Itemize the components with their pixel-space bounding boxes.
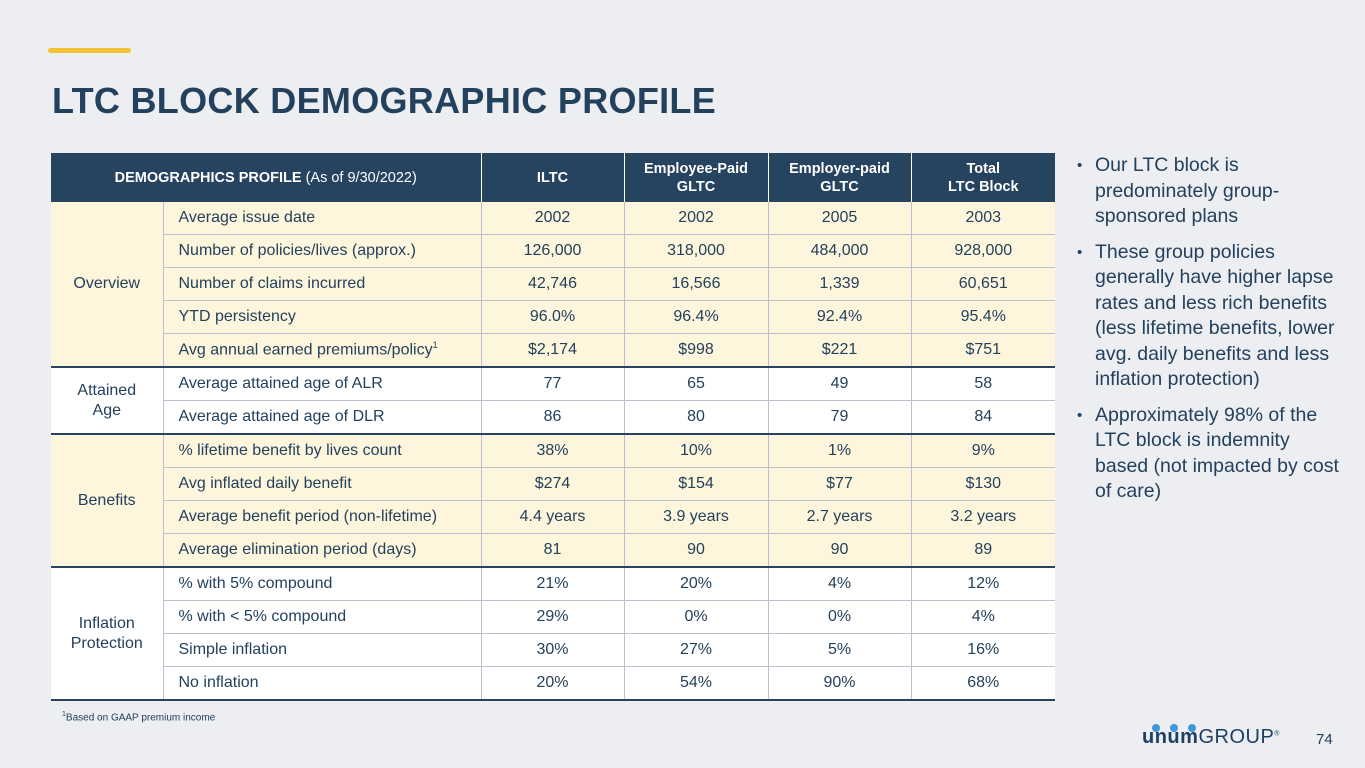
footnote: $^1$Based on GAAP premium income <box>62 711 216 724</box>
row-metric: Avg annual earned premiums/policy$^1$ <box>163 334 481 368</box>
page-title: LTC BLOCK DEMOGRAPHIC PROFILE <box>52 80 717 121</box>
cell-total: $130 <box>911 468 1055 501</box>
logo-mark: ® <box>1274 730 1280 738</box>
cell-total: 68% <box>911 667 1055 701</box>
cell-employer-paid: 1% <box>768 434 911 468</box>
cell-iltc: 30% <box>481 634 624 667</box>
cell-iltc: $274 <box>481 468 624 501</box>
cell-total: 60,651 <box>911 268 1055 301</box>
row-metric: % lifetime benefit by lives count <box>163 434 481 468</box>
cell-iltc: 29% <box>481 601 624 634</box>
row-metric: Average attained age of ALR <box>163 367 481 401</box>
group-label-attained-age: Attained Age <box>51 367 163 434</box>
cell-employer-paid: 2005 <box>768 202 911 235</box>
cell-iltc: 42,746 <box>481 268 624 301</box>
table-row <box>51 235 1055 268</box>
table-row <box>51 301 1055 334</box>
cell-employee-paid: 16,566 <box>624 268 768 301</box>
demographics-table <box>51 153 1055 701</box>
bullet-item: • Our LTC block is predominately group-sponsored plans <box>1077 154 1280 227</box>
row-metric: Average attained age of DLR <box>163 401 481 435</box>
cell-employer-paid: $221 <box>768 334 911 368</box>
table-row <box>51 567 1055 601</box>
cell-employee-paid: 0% <box>624 601 768 634</box>
cell-employee-paid: 96.4% <box>624 301 768 334</box>
table-row <box>51 334 1055 368</box>
cell-employer-paid: $77 <box>768 468 911 501</box>
cell-employer-paid: 79 <box>768 401 911 435</box>
cell-employer-paid: 1,339 <box>768 268 911 301</box>
cell-iltc: 77 <box>481 367 624 401</box>
row-metric: % with 5% compound <box>163 567 481 601</box>
table-row <box>51 434 1055 468</box>
cell-total: 58 <box>911 367 1055 401</box>
table-row <box>51 667 1055 701</box>
group-label-inflation-protection: Inflation Protection <box>51 567 163 700</box>
cell-employee-paid: $154 <box>624 468 768 501</box>
group-label-overview: Overview <box>51 202 163 367</box>
table-row <box>51 534 1055 568</box>
cell-iltc: 38% <box>481 434 624 468</box>
header-iltc: ILTC <box>481 153 624 202</box>
header-demographics-profile: DEMOGRAPHICS PROFILE (As of 9/30/2022) <box>51 153 481 202</box>
bullet-glyph: • <box>1077 157 1083 174</box>
cell-iltc: 86 <box>481 401 624 435</box>
cell-total: 84 <box>911 401 1055 435</box>
table-row <box>51 634 1055 667</box>
header-total-ltc-block: Total LTC Block <box>911 153 1055 202</box>
bullet-item: • Approximately 98% of the LTC block is indemnity based (not impacted by cost of care) <box>1077 403 1339 502</box>
cell-employee-paid: 3.9 years <box>624 501 768 534</box>
title-accent-bar <box>48 48 131 53</box>
page-number: 74 <box>1316 731 1333 748</box>
cell-employee-paid: 10% <box>624 434 768 468</box>
cell-employer-paid: 49 <box>768 367 911 401</box>
logo-brand: unum <box>1142 726 1199 748</box>
cell-employee-paid: $998 <box>624 334 768 368</box>
cell-total: 4% <box>911 601 1055 634</box>
cell-iltc: 2002 <box>481 202 624 235</box>
cell-employer-paid: 92.4% <box>768 301 911 334</box>
cell-employee-paid: 20% <box>624 567 768 601</box>
header-employee-paid-gltc: Employee-Paid GLTC <box>624 153 768 202</box>
row-metric: % with < 5% compound <box>163 601 481 634</box>
cell-total: 928,000 <box>911 235 1055 268</box>
cell-employee-paid: 27% <box>624 634 768 667</box>
row-metric: Number of claims incurred <box>163 268 481 301</box>
cell-employee-paid: 2002 <box>624 202 768 235</box>
cell-employer-paid: 90 <box>768 534 911 568</box>
bullet-glyph: • <box>1077 243 1083 261</box>
table-row <box>51 268 1055 301</box>
logo-suffix: GROUP <box>1198 726 1275 748</box>
table-header-row <box>51 153 1055 202</box>
table-row <box>51 367 1055 401</box>
cell-iltc: $2,174 <box>481 334 624 368</box>
table-row <box>51 401 1055 435</box>
group-label-benefits: Benefits <box>51 434 163 567</box>
table-row <box>51 468 1055 501</box>
cell-total: 9% <box>911 434 1055 468</box>
cell-employee-paid: 90 <box>624 534 768 568</box>
cell-total: 2003 <box>911 202 1055 235</box>
row-metric: Simple inflation <box>163 634 481 667</box>
cell-iltc: 96.0% <box>481 301 624 334</box>
key-points-list <box>1077 153 1339 515</box>
cell-total: 3.2 years <box>911 501 1055 534</box>
cell-employee-paid: 80 <box>624 401 768 435</box>
table-row <box>51 202 1055 235</box>
cell-iltc: 20% <box>481 667 624 701</box>
cell-employee-paid: 65 <box>624 367 768 401</box>
header-employer-paid-gltc: Employer-paid GLTC <box>768 153 911 202</box>
table-row <box>51 601 1055 634</box>
cell-total: $751 <box>911 334 1055 368</box>
cell-total: 16% <box>911 634 1055 667</box>
row-metric: Avg inflated daily benefit <box>163 468 481 501</box>
row-metric: No inflation <box>163 667 481 701</box>
cell-iltc: 4.4 years <box>481 501 624 534</box>
cell-employer-paid: 5% <box>768 634 911 667</box>
cell-iltc: 126,000 <box>481 235 624 268</box>
cell-iltc: 21% <box>481 567 624 601</box>
bullet-glyph: • <box>1077 406 1083 424</box>
row-metric: Number of policies/lives (approx.) <box>163 235 481 268</box>
row-metric: Average elimination period (days) <box>163 534 481 568</box>
cell-employee-paid: 318,000 <box>624 235 768 268</box>
cell-employer-paid: 484,000 <box>768 235 911 268</box>
row-metric: Average benefit period (non-lifetime) <box>163 501 481 534</box>
cell-employee-paid: 54% <box>624 667 768 701</box>
unum-group-logo <box>1142 718 1287 748</box>
cell-total: 89 <box>911 534 1055 568</box>
cell-employer-paid: 0% <box>768 601 911 634</box>
row-metric: YTD persistency <box>163 301 481 334</box>
cell-total: 12% <box>911 567 1055 601</box>
cell-total: 95.4% <box>911 301 1055 334</box>
bullet-item: • These group policies generally have higher lapse rates and less rich benefits (less lifetime benefits, lower avg. daily benefits and less inflation protection) <box>1077 240 1335 390</box>
cell-employer-paid: 90% <box>768 667 911 701</box>
cell-iltc: 81 <box>481 534 624 568</box>
cell-employer-paid: 4% <box>768 567 911 601</box>
cell-employer-paid: 2.7 years <box>768 501 911 534</box>
row-metric: Average issue date <box>163 202 481 235</box>
footnote-marker: 1 <box>432 340 438 351</box>
table-row <box>51 501 1055 534</box>
